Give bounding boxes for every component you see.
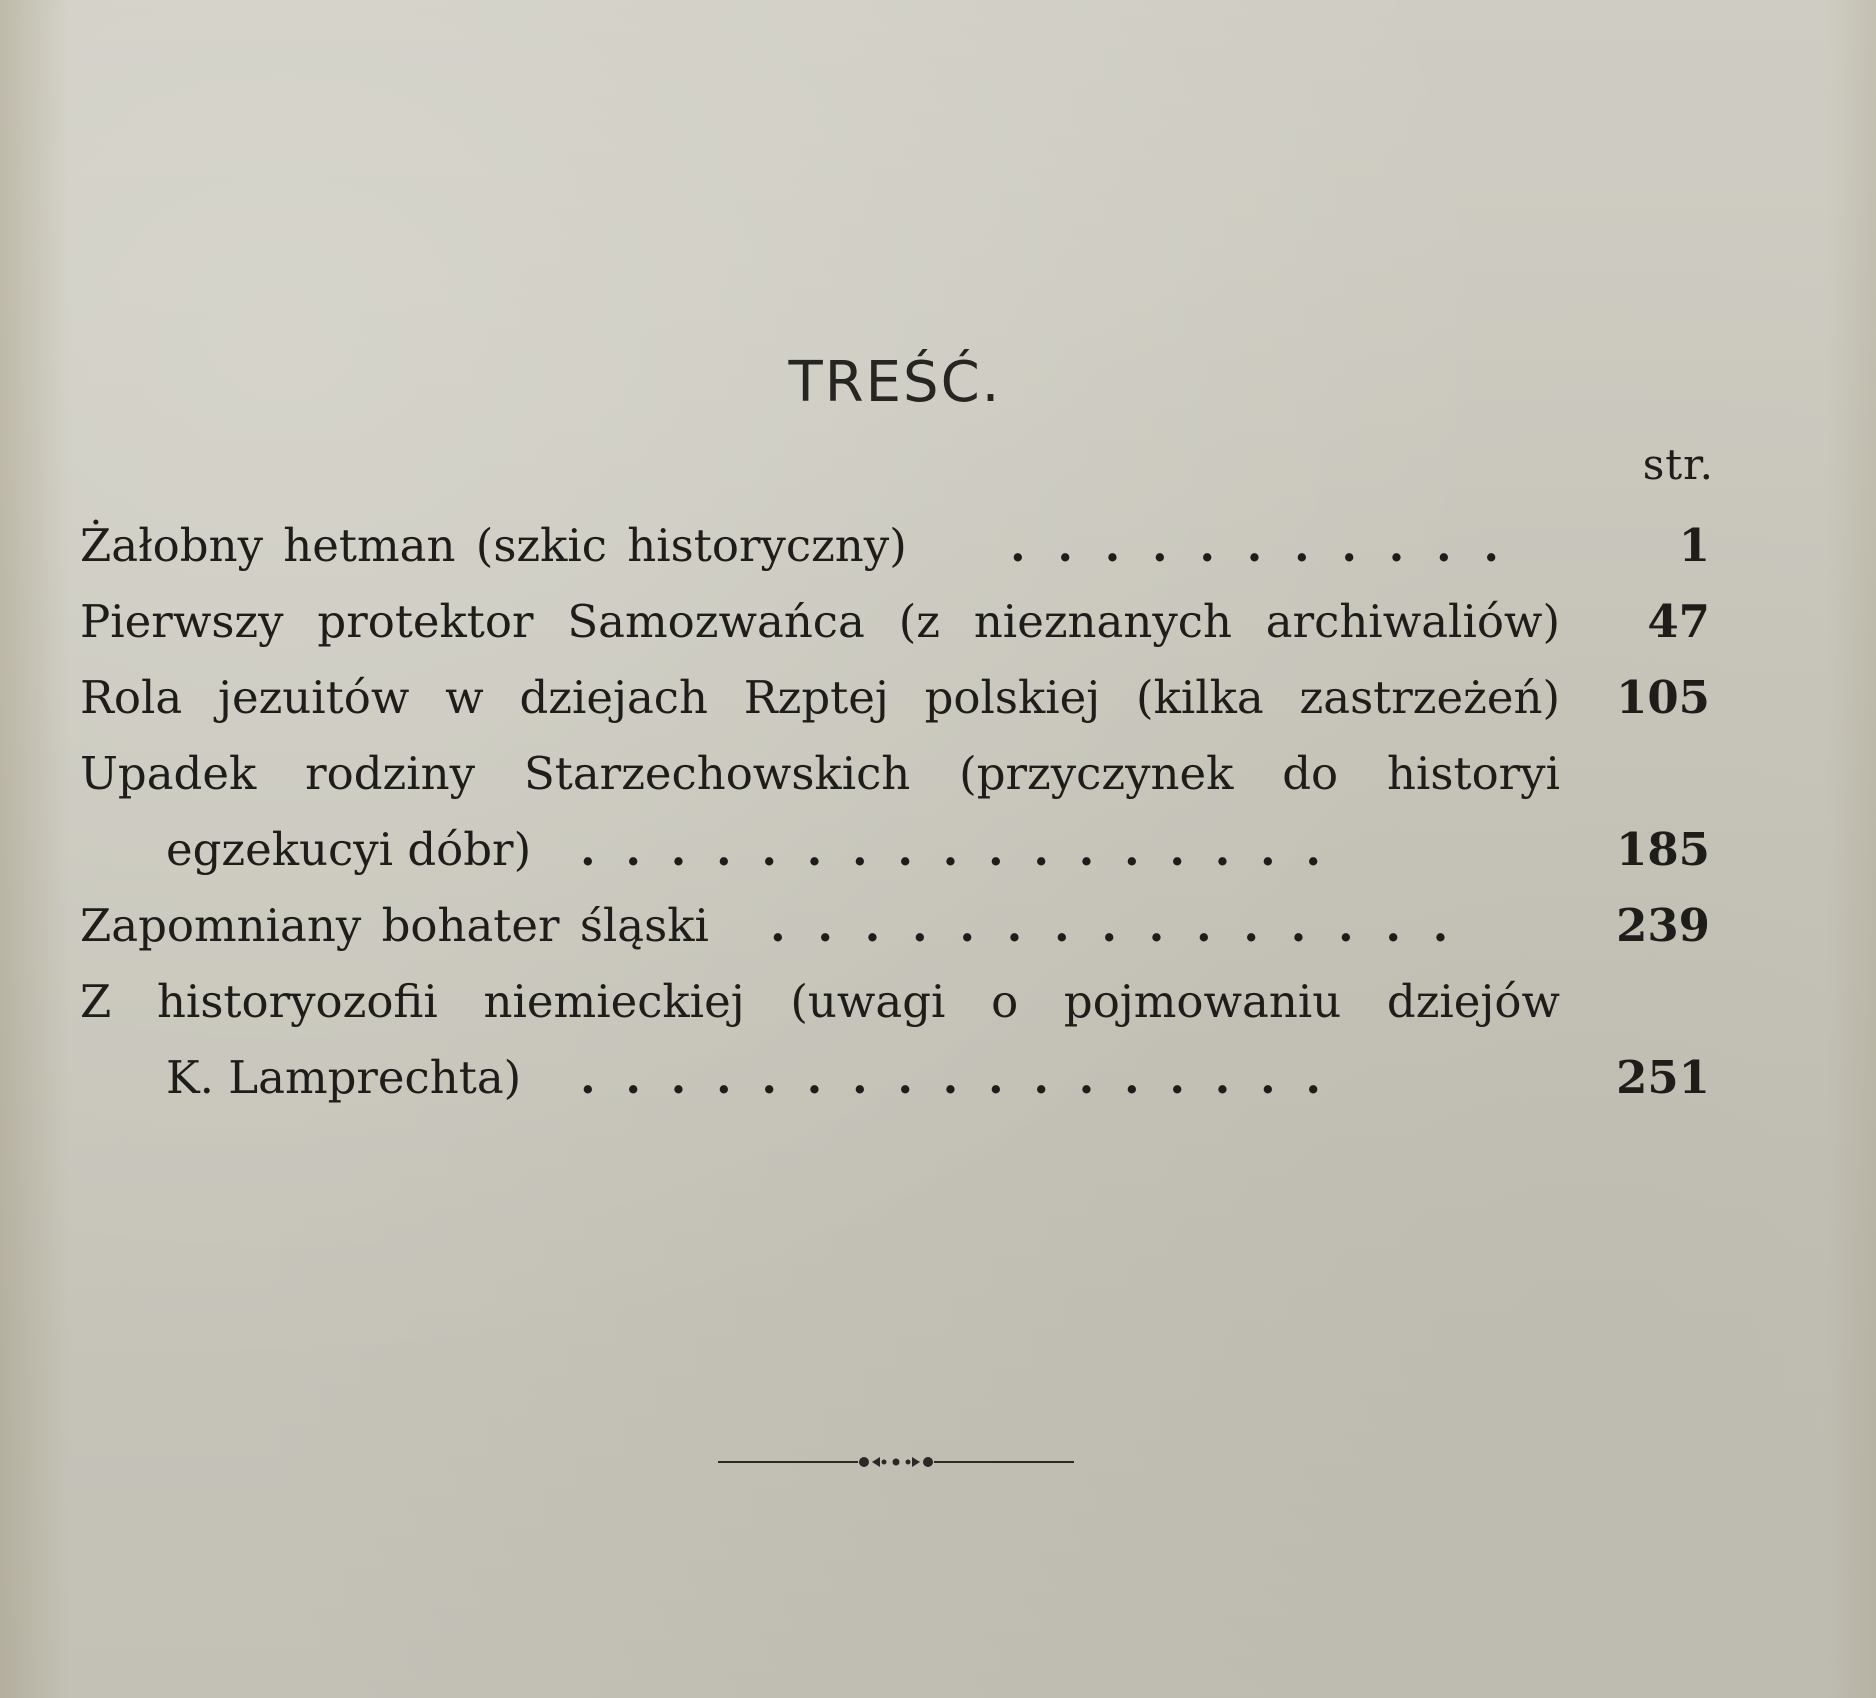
- toc-entry-title: Pierwszy protektor Samozwańca (z nieznanych archiwaliów): [80, 595, 1560, 648]
- toc-entry[interactable]: [80, 508, 1710, 584]
- toc-entry-title: Z historyozofii niemieckiej (uwagi o pojmowaniu dziejów: [80, 975, 1560, 1028]
- toc-entry-title: Upadek rodziny Starzechowskich (przyczynek do historyi: [80, 747, 1560, 800]
- toc-entry[interactable]: [80, 660, 1710, 736]
- toc-entry[interactable]: [80, 584, 1710, 660]
- toc-entry-page: 105: [1616, 671, 1710, 724]
- toc-entry-title: Rola jezuitów w dziejach Rzptej polskiej (kilka zastrzeżeń): [80, 671, 1560, 724]
- page-title: TREŚĆ.: [788, 350, 1002, 415]
- toc-entry-page: 1: [1678, 519, 1710, 572]
- toc-entry-continuation[interactable]: [80, 1040, 1710, 1116]
- toc-entry-title: Żałobny hetman (szkic historyczny): [80, 519, 907, 572]
- toc-entry-title: Zapomniany bohater śląski: [80, 899, 709, 952]
- toc-entry-page: 251: [1616, 1051, 1710, 1104]
- toc-leader-dots: . . . . . . . . . . .: [1010, 519, 1501, 572]
- toc-leader-dots: . . . . . . . . . . . . . . . . .: [580, 823, 1323, 876]
- toc-entry[interactable]: [80, 736, 1710, 812]
- toc-leader-dots: . . . . . . . . . . . . . . . . .: [580, 1051, 1323, 1104]
- toc-entry-page: 185: [1616, 823, 1710, 876]
- toc-entry-page: 239: [1616, 899, 1710, 952]
- toc-entry-page: 47: [1647, 595, 1710, 648]
- table-of-contents: [80, 508, 1710, 1116]
- toc-leader-dots: . . . . . . . . . . . . . . .: [770, 899, 1451, 952]
- toc-entry-title-continuation: K. Lamprechta): [166, 1051, 522, 1104]
- toc-entry-title-continuation: egzekucyi dóbr): [166, 823, 532, 876]
- toc-entry[interactable]: [80, 964, 1710, 1040]
- toc-entry[interactable]: [80, 888, 1710, 964]
- toc-entry-continuation[interactable]: [80, 812, 1710, 888]
- page-column-label: str.: [1642, 440, 1714, 489]
- ornamental-rule-icon: [718, 1452, 1074, 1472]
